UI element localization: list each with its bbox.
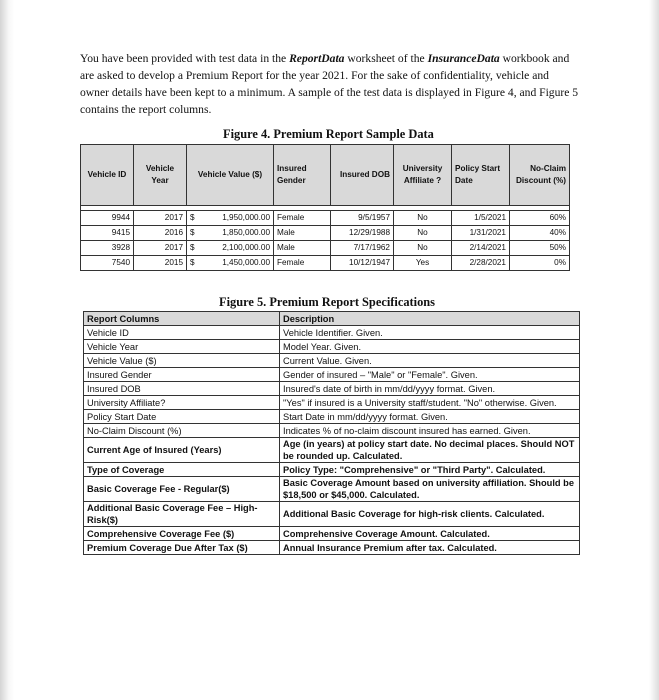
table-row: No-Claim Discount (%) Indicates % of no-claim discount insured has earned. Given. (84, 424, 580, 438)
report-specifications-table (83, 311, 580, 555)
table-row: Insured DOB Insured's date of birth in mm/dd/yyyy format. Given. (84, 382, 580, 396)
table-row: University Affiliate? "Yes" if insured is a University staff/student. "No" otherwise. Given. (84, 396, 580, 410)
header-description: Description (280, 312, 580, 326)
table-row: 9415 2016 $ 1,850,000.00 Male 12/29/1988 No 1/31/2021 40% (81, 226, 570, 241)
table-row: 9944 2017 $ 1,950,000.00 Female 9/5/1957 No 1/5/2021 60% (81, 211, 570, 226)
table-header-row (84, 312, 580, 326)
intro-paragraph: You have been provided with test data in the ReportData worksheet of the InsuranceData workbook and are asked to develop a Premium Report for the year 2021. For the sake of confidentiality, vehicle and owner details have been kept to a minimum. A sample of the test data is displayed in Figure 4, and Figure 5 contains the report columns. (80, 52, 579, 116)
page-shadow-left (0, 0, 14, 700)
header-report-columns: Report Columns (84, 312, 280, 326)
table-row: Basic Coverage Fee - Regular($) Basic Coverage Amount based on university affiliation. Should be $18,500 or $45,000. Calculated. (84, 477, 580, 502)
header-no-claim-discount: No-Claim Discount (%) (510, 145, 570, 206)
table-row: Type of Coverage Policy Type: "Comprehensive" or "Third Party". Calculated. (84, 463, 580, 477)
header-university-affiliate: University Affiliate ? (394, 145, 452, 206)
table-row: Comprehensive Coverage Fee ($) Comprehensive Coverage Amount. Calculated. (84, 527, 580, 541)
table-header-row (81, 145, 570, 206)
table-row: Vehicle Year Model Year. Given. (84, 340, 580, 354)
header-vehicle-year: Vehicle Year (134, 145, 187, 206)
table-row: 3928 2017 $ 2,100,000.00 Male 7/17/1962 No 2/14/2021 50% (81, 241, 570, 256)
table-row: Vehicle ID Vehicle Identifier. Given. (84, 326, 580, 340)
table-row: Policy Start Date Start Date in mm/dd/yyyy format. Given. (84, 410, 580, 424)
header-insured-dob: Insured DOB (331, 145, 394, 206)
table-row: Additional Basic Coverage Fee – High-Risk($) Additional Basic Coverage for high-risk clients. Calculated. (84, 502, 580, 527)
premium-sample-table (80, 144, 570, 271)
header-policy-start-date: Policy Start Date (452, 145, 510, 206)
table-row: Vehicle Value ($) Current Value. Given. (84, 354, 580, 368)
header-insured-gender: Insured Gender (274, 145, 331, 206)
worksheet-name: ReportData (289, 52, 345, 65)
figure4-title: Figure 4. Premium Report Sample Data (223, 127, 434, 141)
table-row: Insured Gender Gender of insured – "Male" or "Female". Given. (84, 368, 580, 382)
table-row: Premium Coverage Due After Tax ($) Annual Insurance Premium after tax. Calculated. (84, 541, 580, 555)
page-shadow-right (649, 0, 659, 700)
figure5-title: Figure 5. Premium Report Specifications (219, 295, 436, 309)
header-vehicle-id: Vehicle ID (81, 145, 134, 206)
table-row: 7540 2015 $ 1,450,000.00 Female 10/12/1947 Yes 2/28/2021 0% (81, 256, 570, 271)
workbook-name: InsuranceData (427, 52, 500, 65)
header-vehicle-value: Vehicle Value ($) (187, 145, 274, 206)
table-row: Current Age of Insured (Years) Age (in years) at policy start date. No decimal places. Should NOT be rounded up. Calculated. (84, 438, 580, 463)
